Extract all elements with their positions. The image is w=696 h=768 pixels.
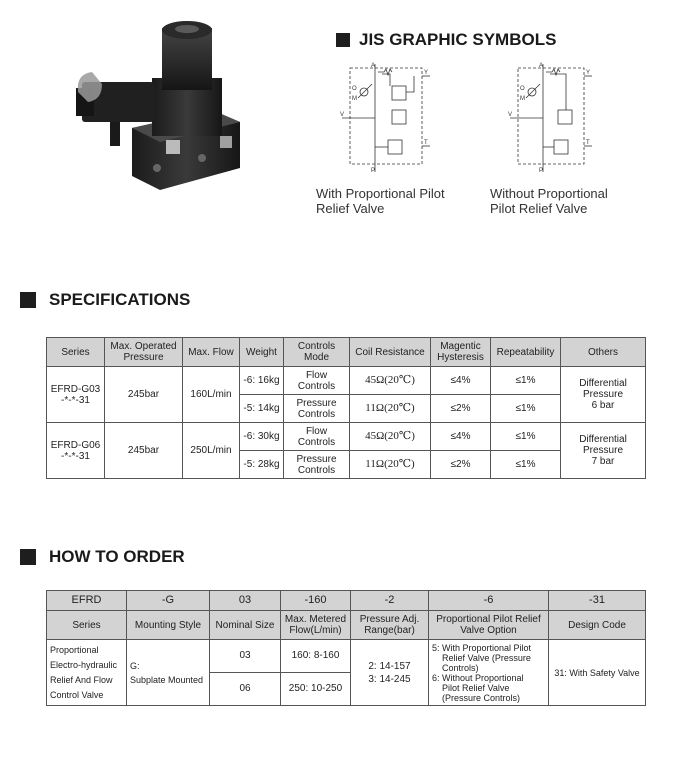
port-label-y: Y [586,70,591,76]
spec-header-cell: Others [561,338,646,367]
hysteresis-cell: ≤4% [431,367,491,395]
range-line: 2: 14-157 [368,660,411,672]
specifications-heading-text: SPECIFICATIONS [49,290,191,309]
spec-header-cell: Controls Mode [284,338,350,367]
order-code-cell: -31 [549,591,646,611]
port-label-p: P [371,168,376,174]
series-desc-line: Relief And Flow [50,674,113,685]
mode-line: Controls [297,464,336,476]
others-line: Pressure [582,445,623,456]
order-mounting-style [127,640,210,706]
series-desc-line: Control Valve [50,689,104,700]
option-line: Relief Valve (Pressure [442,652,531,663]
port-label-m: M [520,96,525,102]
hydraulic-symbol-without-pilot [506,62,600,174]
others-line: Differential [579,434,627,445]
how-to-order-table [46,590,646,706]
hydraulic-symbol-with-pilot [338,62,438,174]
order-design-cell: 31: With Safety Valve [549,640,646,706]
others-line: Differential [579,378,627,389]
flow-cell: 160L/min [183,367,240,423]
port-label-y: Y [424,70,429,76]
series-cell [47,367,105,423]
flow-cell: 250L/min [183,423,240,479]
port-label-t: T [424,140,428,146]
heading-square-icon [336,33,350,47]
spec-header-row [47,338,646,367]
order-header-cell: Max. Metered Flow(L/min) [281,611,351,640]
how-to-order-heading-text: HOW TO ORDER [49,547,185,566]
mode-line: Controls [297,380,336,392]
others-cell [561,367,646,423]
series-suffix: -*-*-31 [61,450,90,462]
spec-header-cell: Repeatability [491,338,561,367]
series-name: EFRD-G06 [50,439,101,451]
coil-cell: 11Ω(20℃) [350,451,431,479]
mode-cell [284,395,350,423]
option-line: (Pressure Controls) [442,692,521,703]
order-header-cell: Series [47,611,127,640]
order-code-cell: -G [127,591,210,611]
hysteresis-cell: ≤2% [431,451,491,479]
order-flow-cell: 250: 10-250 [281,673,351,706]
caption-with-pilot [316,186,445,216]
weight-cell: -6: 30kg [240,423,284,451]
order-header-cell: Nominal Size [210,611,281,640]
order-code-row [47,591,646,611]
caption-line: Pilot Relief Valve [490,201,588,216]
specifications-table [46,337,646,479]
caption-without-pilot [490,186,608,216]
hysteresis-cell: ≤4% [431,423,491,451]
table-row [47,423,646,451]
order-size-cell: 03 [210,640,281,673]
mode-line: Pressure [296,453,337,465]
specifications-heading [20,290,190,310]
repeatability-cell: ≤1% [491,367,561,395]
table-row [47,640,646,673]
mode-line: Controls [297,408,336,420]
caption-line: Without Proportional [490,186,608,201]
option-line: 6: Without Proportional [432,672,524,683]
mounting-line: Subplate Mounted [130,674,204,685]
series-name: EFRD-G03 [50,383,101,395]
others-line: Pressure [582,389,623,400]
heading-square-icon [20,292,36,308]
others-line: 6 bar [591,400,615,411]
spec-header-cell: Max. Flow [183,338,240,367]
series-suffix: -*-*-31 [61,394,90,406]
how-to-order-heading [20,547,185,567]
order-header-row [47,611,646,640]
port-label-o: O [520,86,525,92]
repeatability-cell: ≤1% [491,423,561,451]
order-series-desc [47,640,127,706]
order-header-cell: Mounting Style [127,611,210,640]
coil-cell: 11Ω(20℃) [350,395,431,423]
weight-cell: -6: 16kg [240,367,284,395]
spec-header-cell: Max. Operated Pressure [105,338,183,367]
order-header-cell: Proportional Pilot Relief Valve Option [429,611,549,640]
order-flow-cell: 160: 8-160 [281,640,351,673]
table-row [47,367,646,395]
option-line: Pilot Relief Valve [442,682,510,693]
weight-cell: -5: 28kg [240,451,284,479]
repeatability-cell: ≤1% [491,395,561,423]
order-option-cell [429,640,549,706]
others-cell [561,423,646,479]
spec-header-cell: Weight [240,338,284,367]
port-label-m: M [352,96,357,102]
repeatability-cell: ≤1% [491,451,561,479]
pressure-cell: 245bar [105,367,183,423]
valve-product-image [62,18,252,198]
hysteresis-cell: ≤2% [431,395,491,423]
spec-header-cell: Series [47,338,105,367]
order-range-cell [351,640,429,706]
caption-line: Relief Valve [316,201,385,216]
order-code-cell: 03 [210,591,281,611]
order-code-cell: -6 [429,591,549,611]
jis-symbols-heading-text: JIS GRAPHIC SYMBOLS [359,30,557,49]
port-label-p: P [539,168,544,174]
order-code-cell: -160 [281,591,351,611]
series-cell [47,423,105,479]
series-desc-line: Electro-hydraulic [50,659,118,670]
order-code-cell: EFRD [47,591,127,611]
jis-symbols-heading [336,30,556,50]
pressure-cell: 245bar [105,423,183,479]
spec-header-cell: Coil Resistance [350,338,431,367]
mode-cell [284,367,350,395]
mounting-line: G: [130,660,140,671]
coil-cell: 45Ω(20℃) [350,367,431,395]
caption-line: With Proportional Pilot [316,186,445,201]
order-code-cell: -2 [351,591,429,611]
mode-line: Controls [297,436,336,448]
port-label-o: O [352,86,357,92]
port-label-v: V [340,112,345,118]
heading-square-icon [20,549,36,565]
order-header-cell: Design Code [549,611,646,640]
order-size-cell: 06 [210,673,281,706]
mode-line: Pressure [296,397,337,409]
port-label-t: T [586,140,590,146]
weight-cell: -5: 14kg [240,395,284,423]
port-label-v: V [508,112,513,118]
mode-cell [284,423,350,451]
others-line: 7 bar [591,456,615,467]
mode-cell [284,451,350,479]
mode-line: Flow [305,369,328,381]
series-desc-line: Proportional [50,644,99,655]
spec-header-cell: Magentic Hysteresis [431,338,491,367]
port-label-a: A [371,63,376,69]
range-line: 3: 14-245 [368,673,411,685]
coil-cell: 45Ω(20℃) [350,423,431,451]
option-line: Controls) [442,662,479,673]
mode-line: Flow [305,425,328,437]
option-line: 5: With Proportional Pilot [432,642,532,653]
port-label-a: A [539,63,544,69]
order-header-cell: Pressure Adj. Range(bar) [351,611,429,640]
